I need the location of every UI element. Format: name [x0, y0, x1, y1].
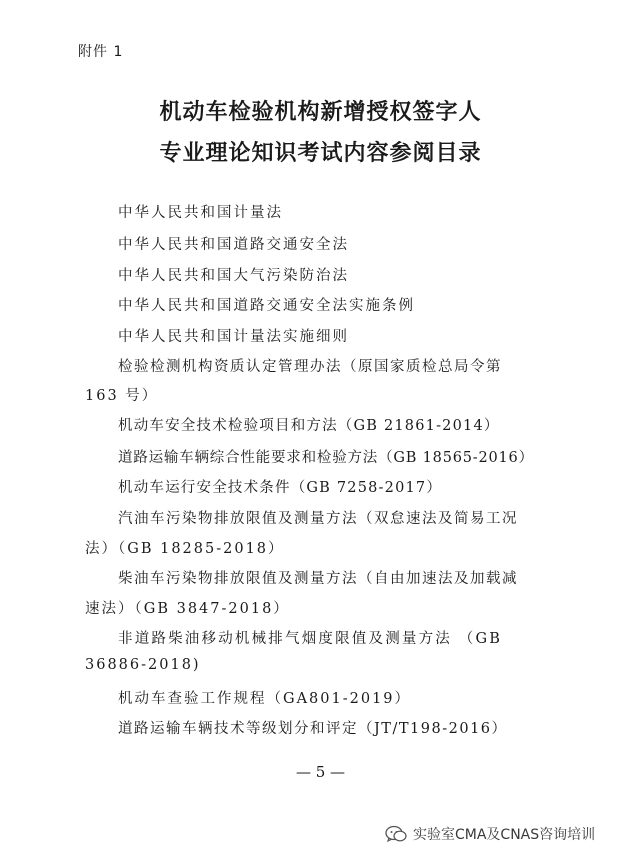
list-item: 中华人民共和国计量法实施细则 [118, 329, 349, 345]
list-item: 中华人民共和国计量法 [118, 205, 283, 221]
list-item-continuation: 36886-2018) [85, 657, 201, 673]
list-item: 检验检测机构资质认定管理办法（原国家质检总局令第 [118, 359, 502, 375]
list-item: 中华人民共和国大气污染防治法 [118, 268, 349, 284]
list-item: 中华人民共和国道路交通安全法实施条例 [118, 298, 415, 314]
page-title-line-1: 机动车检验机构新增授权签字人 [159, 100, 482, 125]
list-item: 汽油车污染物排放限值及测量方法（双怠速法及简易工况 [118, 511, 518, 527]
list-item: 机动车运行安全技术条件（GB 7258-2017） [118, 480, 443, 496]
attachment-label: 附件 1 [78, 44, 124, 60]
list-item: 道路运输车辆技术等级划分和评定（JT/T198-2016） [118, 721, 508, 737]
page-number: — 5 — [295, 763, 346, 781]
wechat-icon [385, 825, 407, 843]
watermark-text: 实验室CMA及CNAS咨询培训 [413, 827, 596, 843]
list-item: 中华人民共和国道路交通安全法 [118, 237, 349, 253]
list-item: 柴油车污染物排放限值及测量方法（自由加速法及加载减 [118, 571, 518, 587]
list-item: 机动车安全技术检验项目和方法（GB 21861-2014） [118, 418, 500, 434]
list-item: 非道路柴油移动机械排气烟度限值及测量方法 （GB [118, 631, 503, 647]
list-item-continuation: 法）（GB 18285-2018） [85, 541, 285, 557]
list-item: 道路运输车辆综合性能要求和检验方法（GB 18565-2016） [118, 450, 534, 466]
list-item-continuation: 速法）（GB 3847-2018） [85, 601, 290, 617]
list-item-continuation: 163 号） [85, 388, 159, 404]
list-item: 机动车查验工作规程（GA801-2019） [118, 691, 412, 707]
page-title-line-2: 专业理论知识考试内容参阅目录 [159, 141, 482, 166]
watermark [385, 824, 595, 844]
